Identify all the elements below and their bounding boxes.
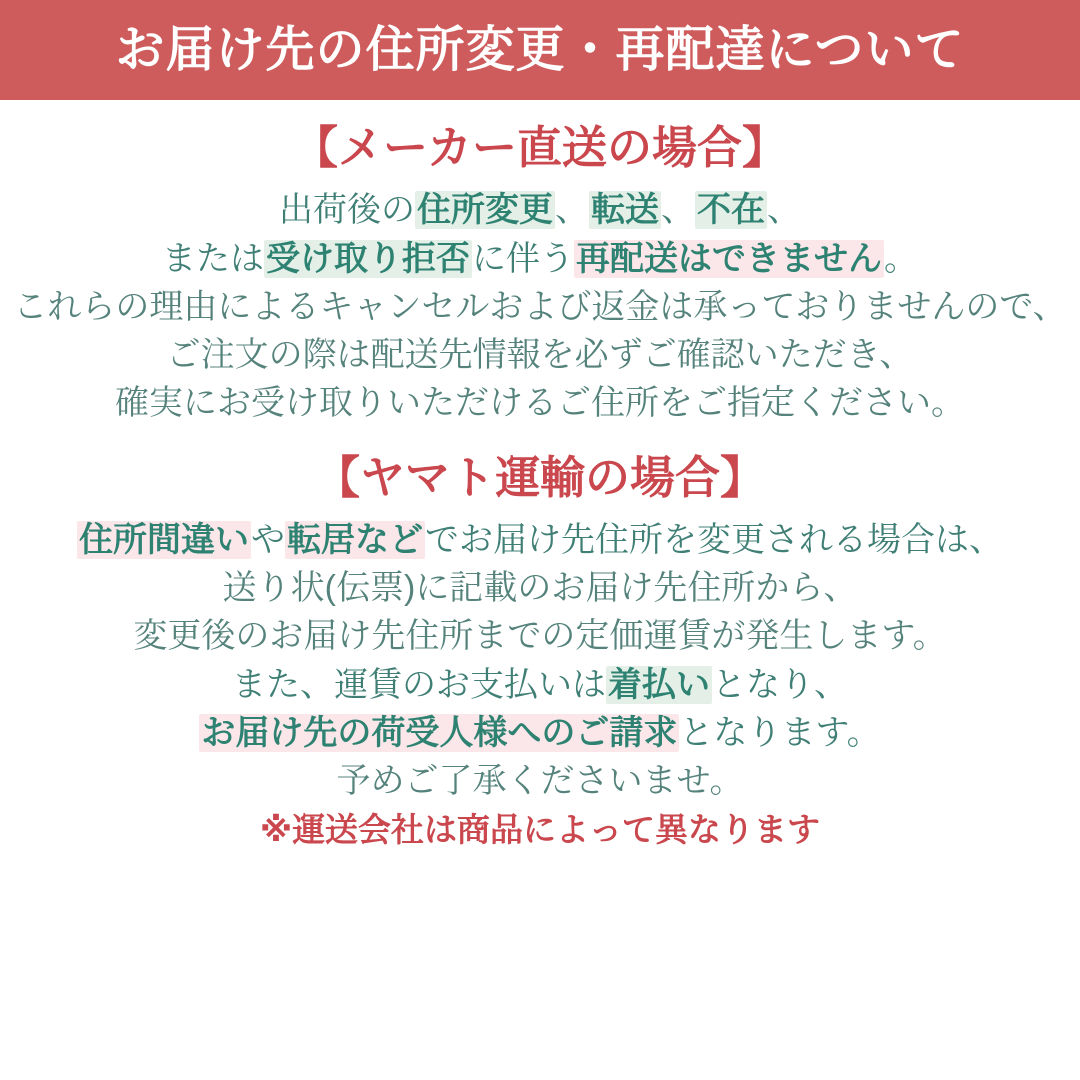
page-title: お届け先の住所変更・再配達について <box>115 22 965 77</box>
text-fragment: でお届け先住所を変更される場合は、 <box>425 520 1003 559</box>
text-fragment: となり、 <box>712 665 848 704</box>
section-heading-maker-direct: 【メーカー直送の場合】 <box>292 122 788 173</box>
notice-content <box>0 100 1080 852</box>
notice-line <box>12 661 1068 709</box>
footnote: ※運送会社は商品によって異なります <box>259 811 821 849</box>
text-fragment: となります。 <box>679 713 881 752</box>
highlight-refusal: 受け取り拒否 <box>266 239 470 278</box>
notice-line: ご注文の際は配送先情報を必ずご確認いただき、 <box>166 336 914 375</box>
text-fragment: や <box>251 520 285 559</box>
text-fragment: 、 <box>555 191 589 230</box>
highlight-absence: 不在 <box>697 191 765 230</box>
highlight-cash-on-delivery: 着払い <box>608 665 710 704</box>
notice-line <box>12 709 1068 757</box>
highlight-wrong-address: 住所間違い <box>79 520 249 559</box>
text-fragment: または <box>162 239 264 278</box>
text-fragment: 、 <box>661 191 695 230</box>
highlight-relocation: 転居など <box>287 520 423 559</box>
highlight-no-redelivery: 再配送はできません <box>576 239 882 278</box>
header-banner <box>0 0 1080 100</box>
notice-line <box>12 186 1068 234</box>
highlight-forwarding: 転送 <box>591 191 659 230</box>
notice-line: 確実にお受け取りいただけるご住所をご指定ください。 <box>115 384 965 423</box>
text-fragment: また、運賃のお支払いは <box>232 665 606 704</box>
section-heading-yamato: 【ヤマト運輸の場合】 <box>314 451 765 503</box>
highlight-recipient-billing: お届け先の荷受人様へのご請求 <box>201 713 678 752</box>
notice-line: 変更後のお届け先住所までの定価運賃が発生します。 <box>133 617 947 656</box>
notice-line <box>12 516 1068 564</box>
text-fragment: 。 <box>884 239 918 278</box>
notice-line <box>12 235 1068 283</box>
text-fragment: 出荷後の <box>279 191 415 230</box>
notice-line: 送り状(伝票)に記載のお届け先住所から、 <box>222 569 858 608</box>
text-fragment: 、 <box>767 191 801 230</box>
notice-line: これらの理由によるキャンセルおよび返金は承っておりませんので、 <box>13 287 1067 326</box>
text-fragment: に伴う <box>472 239 574 278</box>
highlight-address-change: 住所変更 <box>417 191 553 230</box>
notice-line: 予めご了承くださいませ。 <box>336 762 744 801</box>
